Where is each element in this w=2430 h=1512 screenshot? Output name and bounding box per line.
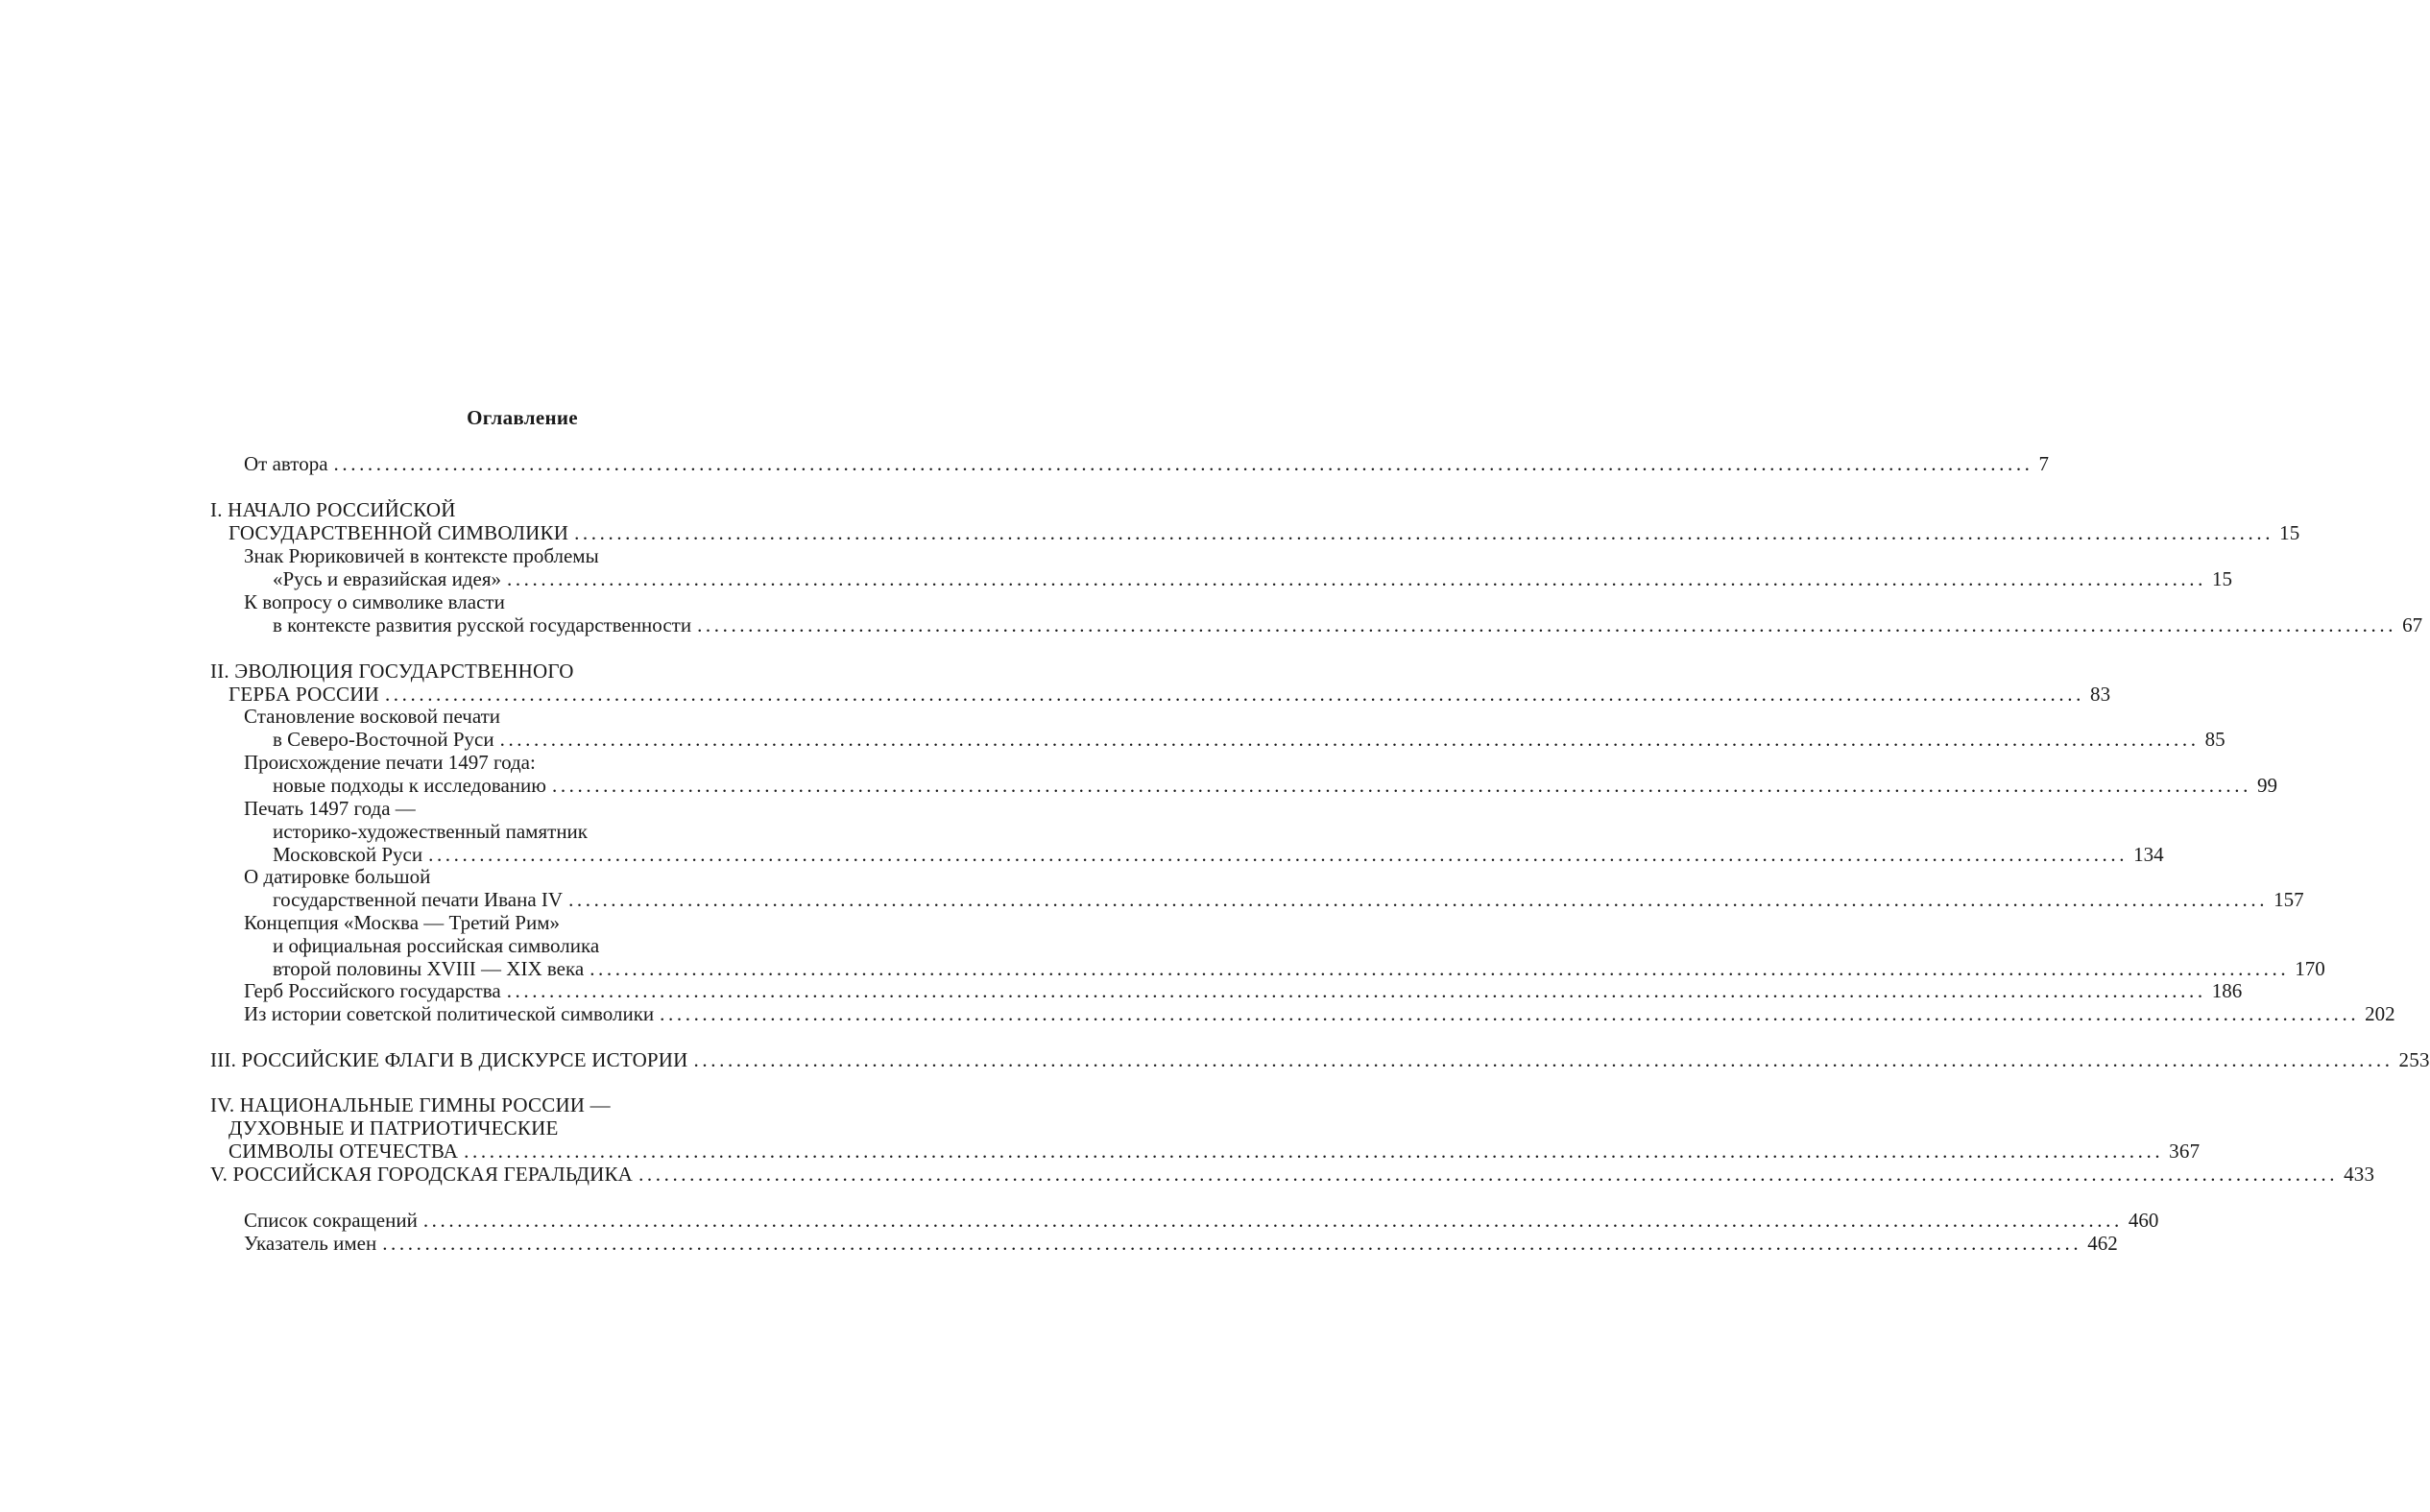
toc-entry-title: ГОСУДАРСТВЕННОЙ СИМВОЛИКИ	[229, 521, 569, 544]
toc-entry[interactable]	[244, 1002, 2395, 1025]
toc-entry-page: 253	[2398, 1048, 2430, 1071]
dot-leader: ........................................................................................................................................................................................................	[568, 888, 2269, 911]
dot-leader: ........................................................................................................................................................................................................	[499, 728, 2200, 751]
toc-entry[interactable]	[273, 843, 2164, 866]
toc-entry-title: СИМВОЛЫ ОТЕЧЕСТВА	[229, 1140, 459, 1163]
toc-entry[interactable]	[273, 957, 2325, 980]
dot-leader: ........................................................................................................................................................................................................	[384, 683, 2084, 706]
dot-leader: ........................................................................................................................................................................................................	[333, 452, 2033, 475]
toc-entry[interactable]	[273, 888, 2304, 911]
toc-entry-title: ГЕРБА РОССИИ	[229, 683, 379, 706]
toc-entry-title: в Северо-Восточной Руси	[273, 728, 494, 751]
toc-entry-page: 433	[2344, 1163, 2375, 1186]
toc-entry[interactable]	[229, 521, 2300, 544]
toc-entry-title: Становление восковой печати	[244, 705, 501, 728]
toc-entry-title: Из истории советской политической символики	[244, 1002, 655, 1025]
toc-entry-title: государственной печати Ивана IV	[273, 888, 564, 911]
toc-entry-title: III. РОССИЙСКИЕ ФЛАГИ В ДИСКУРСЕ ИСТОРИИ	[210, 1048, 688, 1071]
toc-entry-title: V. РОССИЙСКАЯ ГОРОДСКАЯ ГЕРАЛЬДИКА	[210, 1163, 634, 1186]
dot-leader: ........................................................................................................................................................................................................	[693, 1048, 2394, 1071]
toc-entry-page: 367	[2169, 1140, 2201, 1163]
toc-entry-line	[244, 751, 536, 774]
toc-entry-page: 85	[2204, 728, 2225, 751]
dot-leader: ........................................................................................................................................................................................................	[382, 1232, 2082, 1255]
toc-entry-line	[244, 797, 416, 820]
toc-entry-page: 202	[2365, 1002, 2395, 1025]
toc-entry-page: 7	[2038, 452, 2050, 475]
toc-entry-title: II. ЭВОЛЮЦИЯ ГОСУДАРСТВЕННОГО	[210, 660, 574, 683]
toc-entry[interactable]	[273, 728, 2225, 751]
toc-entry[interactable]	[273, 774, 2277, 797]
dot-leader: ........................................................................................................................................................................................................	[574, 521, 2274, 544]
toc-entry-page: 15	[2211, 567, 2232, 590]
toc-entry-page: 99	[2256, 774, 2277, 797]
toc-entry-title: историко-художественный памятник	[273, 820, 588, 843]
toc-section-heading	[210, 660, 574, 683]
toc-section-heading	[210, 1093, 611, 1116]
toc-entry-title: в контексте развития русской государственности	[273, 613, 692, 636]
toc-entry-title: ДУХОВНЫЕ И ПАТРИОТИЧЕСКИЕ	[229, 1116, 559, 1140]
toc-entry[interactable]	[244, 1232, 2118, 1255]
toc-entry-title: Указатель имен	[244, 1232, 377, 1255]
toc-entry-title: Московской Руси	[273, 843, 423, 866]
toc-entry-page: 186	[2211, 979, 2243, 1002]
toc-entry-title: I. НАЧАЛО РОССИЙСКОЙ	[210, 498, 456, 521]
toc-entry-title: От автора	[244, 452, 328, 475]
toc-entry-page: 83	[2089, 683, 2111, 706]
toc-entry-title: Знак Рюриковичей в контексте проблемы	[244, 544, 599, 567]
toc-entry-page: 460	[2128, 1209, 2159, 1232]
toc-entry-line	[244, 705, 500, 728]
toc-entry-line	[244, 590, 505, 613]
toc-entry-title: «Русь и евразийская идея»	[273, 567, 501, 590]
toc-entry-line	[244, 911, 560, 934]
toc-entry-page: 134	[2133, 843, 2164, 866]
toc-entry-title: новые подходы к исследованию	[273, 774, 546, 797]
toc-entry[interactable]	[244, 1209, 2159, 1232]
toc-entry[interactable]	[244, 452, 2050, 475]
page-title: Оглавление	[467, 406, 578, 429]
toc-entry-page: 462	[2087, 1232, 2118, 1255]
toc-entry[interactable]	[273, 613, 2423, 636]
dot-leader: ........................................................................................................................................................................................................	[589, 957, 2290, 980]
toc-entry-title: Концепция «Москва — Третий Рим»	[244, 911, 560, 934]
dot-leader: ........................................................................................................................................................................................................	[422, 1209, 2123, 1232]
dot-leader: ........................................................................................................................................................................................................	[506, 567, 2206, 590]
toc-entry[interactable]	[229, 683, 2111, 706]
toc-entry-line	[244, 544, 599, 567]
dot-leader: ........................................................................................................................................................................................................	[697, 613, 2397, 636]
toc-entry-title: Герб Российского государства	[244, 979, 501, 1002]
dot-leader: ........................................................................................................................................................................................................	[506, 979, 2206, 1002]
toc-entry-page: 170	[2295, 957, 2325, 980]
toc-entry-title: второй половины XVIII — XIX века	[273, 957, 585, 980]
toc-entry-title: О датировке большой	[244, 865, 431, 888]
toc-entry-line	[273, 934, 599, 957]
toc-entry-title: Происхождение печати 1497 года:	[244, 751, 536, 774]
toc-entry[interactable]	[210, 1048, 2430, 1071]
toc-section-heading	[210, 498, 456, 521]
dot-leader: ........................................................................................................................................................................................................	[660, 1002, 2360, 1025]
toc-entry[interactable]	[229, 1140, 2201, 1163]
dot-leader: ........................................................................................................................................................................................................	[638, 1163, 2339, 1186]
toc-entry-page: 67	[2402, 613, 2423, 636]
toc-entry[interactable]	[210, 1163, 2375, 1186]
toc-entry-title: К вопросу о символике власти	[244, 590, 505, 613]
toc-entry-page: 157	[2274, 888, 2304, 911]
toc-section-heading	[229, 1116, 559, 1140]
toc-entry-title: Список сокращений	[244, 1209, 418, 1232]
toc-entry-title: и официальная российская символика	[273, 934, 600, 957]
dot-leader: ........................................................................................................................................................................................................	[464, 1140, 2164, 1163]
toc-entry-line	[273, 820, 588, 843]
toc-entry-title: Печать 1497 года —	[244, 797, 416, 820]
toc-entry[interactable]	[273, 567, 2232, 590]
toc-entry-page: 15	[2279, 521, 2300, 544]
dot-leader: ........................................................................................................................................................................................................	[428, 843, 2129, 866]
toc-entry[interactable]	[244, 979, 2243, 1002]
dot-leader: ........................................................................................................................................................................................................	[551, 774, 2251, 797]
toc-entry-line	[244, 865, 430, 888]
toc-entry-title: IV. НАЦИОНАЛЬНЫЕ ГИМНЫ РОССИИ —	[210, 1093, 611, 1116]
